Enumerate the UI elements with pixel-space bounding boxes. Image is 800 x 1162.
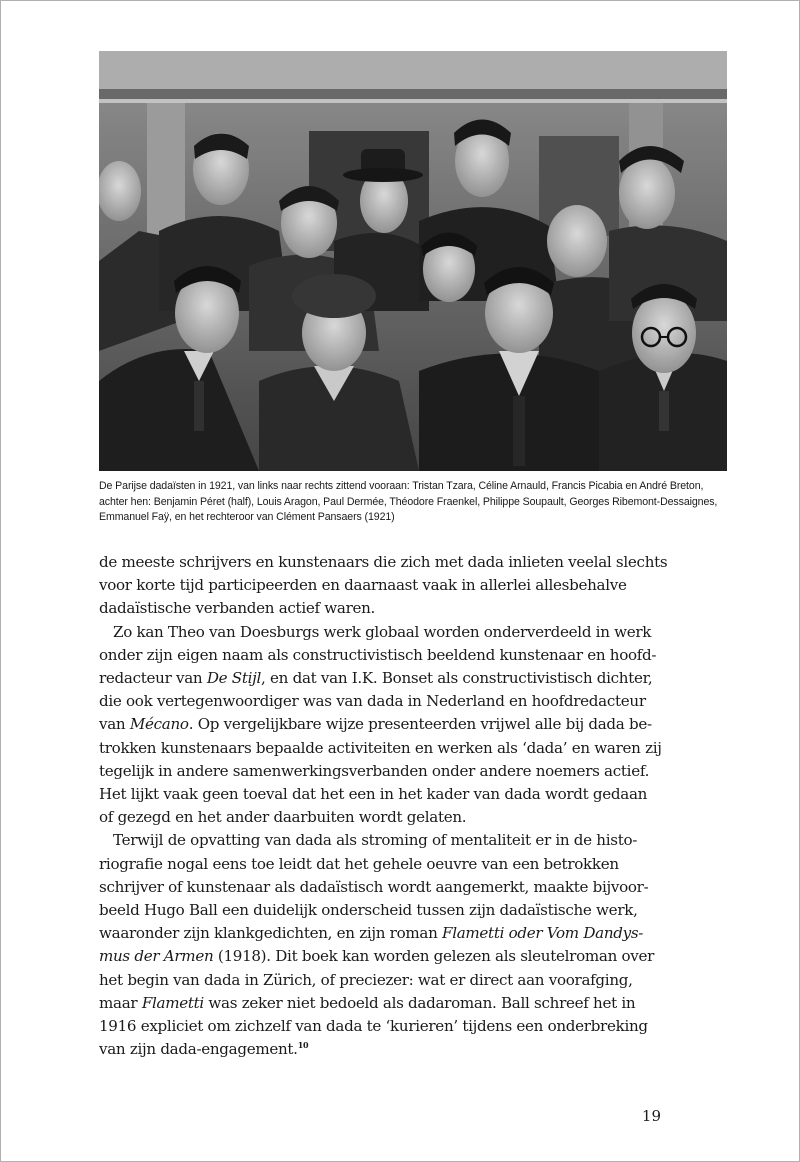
- text-fragment: , en dat van I.K. Bonset als constructivistisch dichter,: [261, 669, 653, 688]
- text-line: of gezegd en het ander daarbuiten wordt gelaten.: [99, 808, 467, 827]
- text-line: Terwijl de opvatting van dada als stroming of mentaliteit er in de histo-: [113, 831, 638, 850]
- text-line: onder zijn eigen naam als constructivistisch beeldend kunstenaar en hoofd-: [99, 645, 657, 664]
- text-fragment: maar: [99, 993, 142, 1012]
- caption-line: De Parijse dadaïsten in 1921, van links naar rechts zittend vooraan: Tristan Tzara, Céline Arnauld, Francis Picabia en André Breton,: [99, 480, 704, 492]
- text-line: riografie nogal eens toe leidt dat het gehele oeuvre van een betrokken: [99, 854, 619, 873]
- text-line: schrijver of kunstenaar als dadaïstisch wordt aangemerkt, maakte bijvoor-: [99, 877, 649, 896]
- title-flametti-cont: mus der Armen: [99, 947, 214, 966]
- text-line: die ook vertegenwoordiger was van dada in Nederland en hoofdredacteur: [99, 692, 646, 711]
- text-line: dadaïstische verbanden actief waren.: [99, 599, 376, 618]
- text-line: trokken kunstenaars bepaalde activiteiten en werken als ‘dada’ en waren zij: [99, 738, 662, 757]
- text-fragment: was zeker niet bedoeld als dadaroman. Ball schreef het in: [203, 993, 636, 1012]
- photo-caption: [99, 479, 729, 526]
- text-line: voor korte tijd participeerden en daarnaast vaak in allerlei allesbehalve: [99, 576, 627, 595]
- caption-line: Emmanuel Faÿ, en het rechteroor van Clément Pansaers (1921): [99, 511, 395, 523]
- caption-line: achter hen: Benjamin Péret (half), Louis Aragon, Paul Dermée, Théodore Fraenkel, Philippe Soupault, Georges Ribemont-Dessaignes,: [99, 495, 718, 508]
- text-line: [99, 1038, 659, 1061]
- text-fragment: (1918). Dit boek kan worden gelezen als sleutelroman over: [213, 947, 655, 966]
- text-line: beeld Hugo Ball een duidelijk onderscheid tussen zijn dadaïstische werk,: [99, 901, 638, 920]
- text-fragment: . Op vergelijkbare wijze presenteerden vrijwel alle bij dada be-: [188, 715, 652, 734]
- title-mecano: Mécano: [129, 715, 189, 734]
- text-fragment: van: [99, 715, 130, 734]
- text-line: 1916 expliciet om zichzelf van dada te ‘kurieren’ tijdens een onderbreking: [99, 1017, 648, 1036]
- text-line: [99, 945, 659, 968]
- text-line: [99, 713, 659, 736]
- text-fragment: van zijn dada-engagement.: [99, 1040, 298, 1059]
- text-line: de meeste schrijvers en kunstenaars die zich met dada inlieten veelal slechts: [99, 553, 668, 571]
- title-de-stijl: De Stijl: [206, 669, 262, 688]
- text-line: Het lijkt vaak geen toeval dat het een in het kader van dada wordt gedaan: [99, 785, 648, 804]
- text-line: [99, 992, 659, 1015]
- title-flametti-short: Flametti: [141, 993, 204, 1012]
- photo-graphic: [99, 51, 727, 471]
- body-text: [99, 551, 668, 1061]
- text-line: [99, 922, 659, 945]
- page-number: 19: [641, 1107, 661, 1125]
- text-line: tegelijk in andere samenwerkingsverbanden onder andere noemers actief.: [99, 761, 650, 780]
- group-photograph: [99, 51, 727, 471]
- text-fragment: redacteur van: [99, 669, 207, 688]
- text-fragment: waaronder zijn klankgedichten, en zijn roman: [99, 924, 443, 943]
- footnote-marker[interactable]: 10: [297, 1040, 309, 1051]
- title-flametti: Flametti oder Vom Dandys-: [442, 924, 644, 943]
- text-line: [99, 667, 659, 690]
- text-line: Zo kan Theo van Doesburgs werk globaal worden onderverdeeld in werk: [113, 622, 652, 641]
- text-line: het begin van dada in Zürich, of preciezer: wat er direct aan voorafging,: [99, 970, 633, 989]
